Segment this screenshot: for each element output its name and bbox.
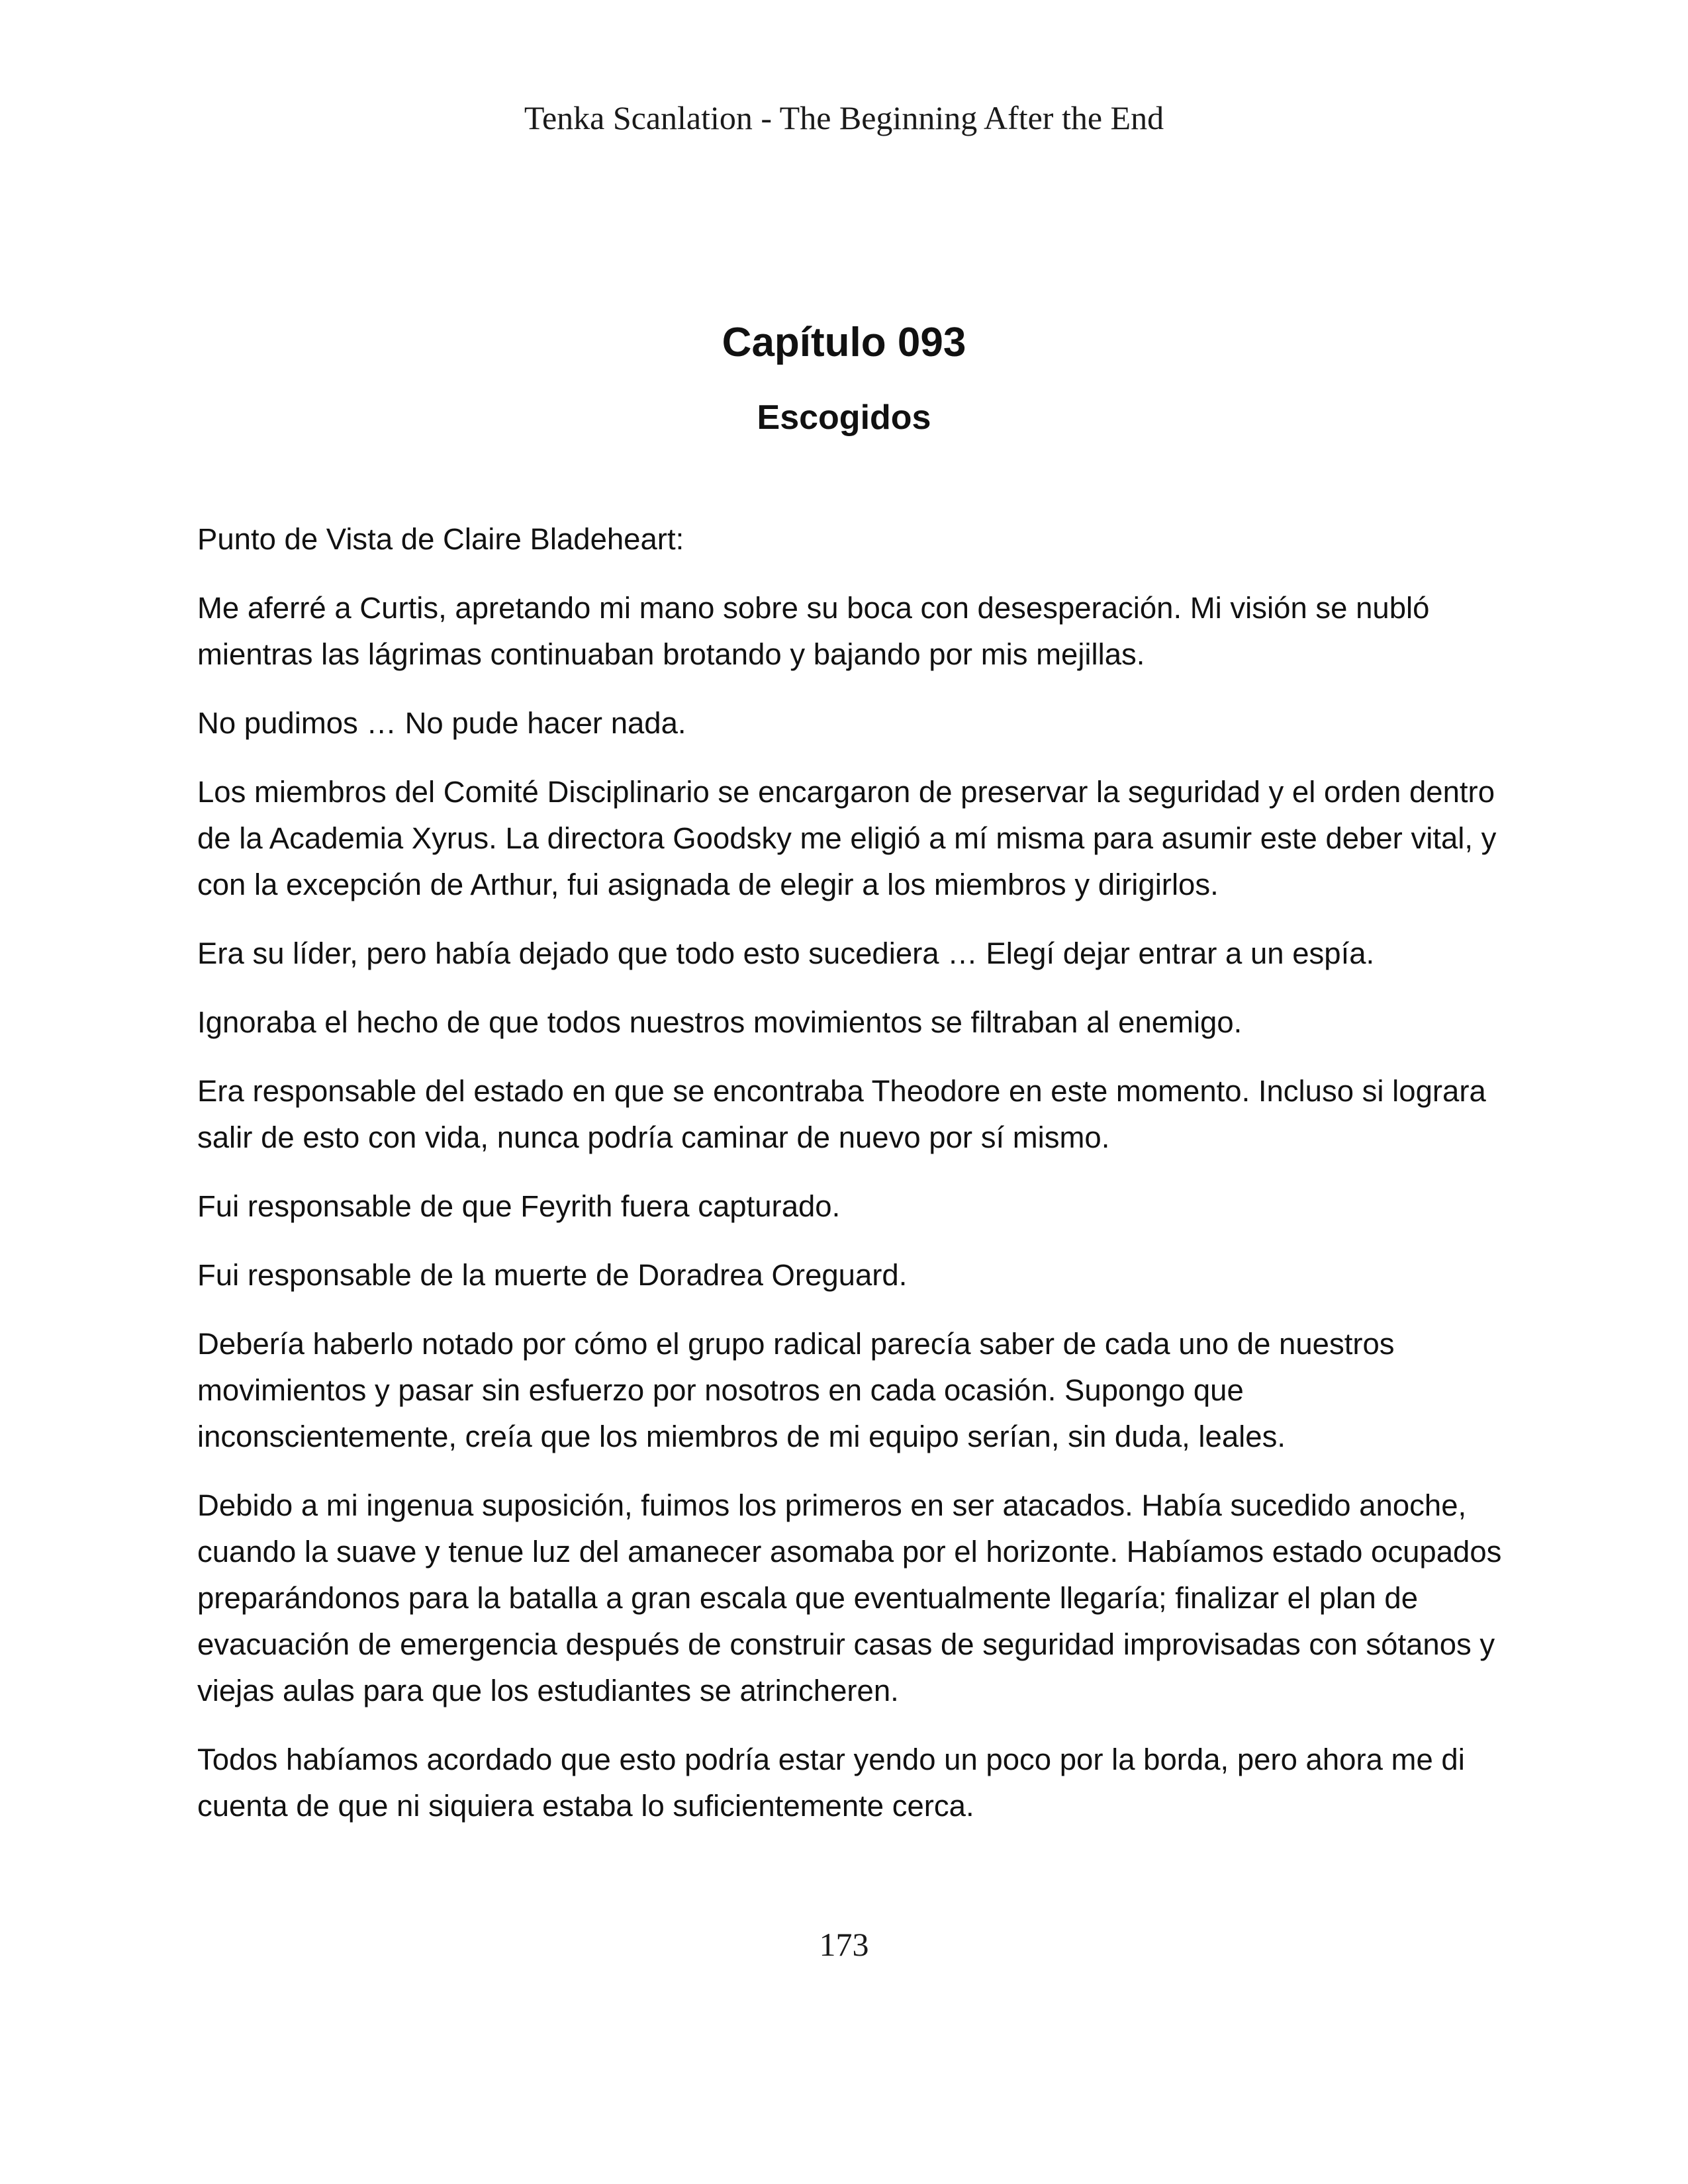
paragraph: Fui responsable de la muerte de Doradrea Oreguard. bbox=[197, 1258, 908, 1292]
paragraph: Me aferré a Curtis, apretando mi mano sobre su boca con desesperación. Mi visión se nubló mientras las lágrimas continuaban brotando y bajando por mis mejillas. bbox=[197, 591, 1430, 671]
paragraph: Debería haberlo notado por cómo el grupo radical parecía saber de cada uno de nuestros movimientos y pasar sin esfuerzo por nosotros en cada ocasión. Supongo que inconscientemente, creía que los miembros de mi equipo serían, sin duda, leales. bbox=[197, 1327, 1395, 1453]
paragraph: Los miembros del Comité Disciplinario se encargaron de preservar la seguridad y el orden dentro de la Academia Xyrus. La directora Goodsky me eligió a mí misma para asumir este deber vital, y con la excepción de Arthur, fui asignada de elegir a los miembros y dirigirlos. bbox=[197, 775, 1497, 901]
page-number: 173 bbox=[819, 1926, 869, 1963]
paragraph: Era su líder, pero había dejado que todo esto sucediera … Elegí dejar entrar a un espía. bbox=[197, 936, 1375, 970]
paragraph: Era responsable del estado en que se encontraba Theodore en este momento. Incluso si lograra salir de esto con vida, nunca podría caminar de nuevo por sí mismo. bbox=[197, 1074, 1486, 1154]
chapter-title: Capítulo 093 bbox=[722, 320, 966, 365]
running-header: Tenka Scanlation - The Beginning After the End bbox=[524, 99, 1164, 136]
paragraph: No pudimos … No pude hacer nada. bbox=[197, 706, 686, 740]
chapter-body bbox=[197, 516, 1505, 1852]
paragraph: Fui responsable de que Feyrith fuera capturado. bbox=[197, 1189, 841, 1223]
paragraph: Ignoraba el hecho de que todos nuestros movimientos se filtraban al enemigo. bbox=[197, 1005, 1243, 1039]
paragraph: Debido a mi ingenua suposición, fuimos los primeros en ser atacados. Había sucedido anoche, cuando la suave y tenue luz del amanecer asomaba por el horizonte. Habíamos estado ocupados preparándonos para la batalla a gran escala que eventualmente llegaría; finalizar el plan de evacuación de emergencia después de construir casas de seguridad improvisadas con sótanos y viejas aulas para que los estudiantes se atrincheren. bbox=[197, 1488, 1502, 1707]
paragraph: Todos habíamos acordado que esto podría estar yendo un poco por la borda, pero ahora me di cuenta de que ni siquiera estaba lo suficientemente cerca. bbox=[197, 1743, 1465, 1823]
paragraph: Punto de Vista de Claire Bladeheart: bbox=[197, 522, 684, 556]
chapter-subtitle: Escogidos bbox=[757, 398, 931, 437]
